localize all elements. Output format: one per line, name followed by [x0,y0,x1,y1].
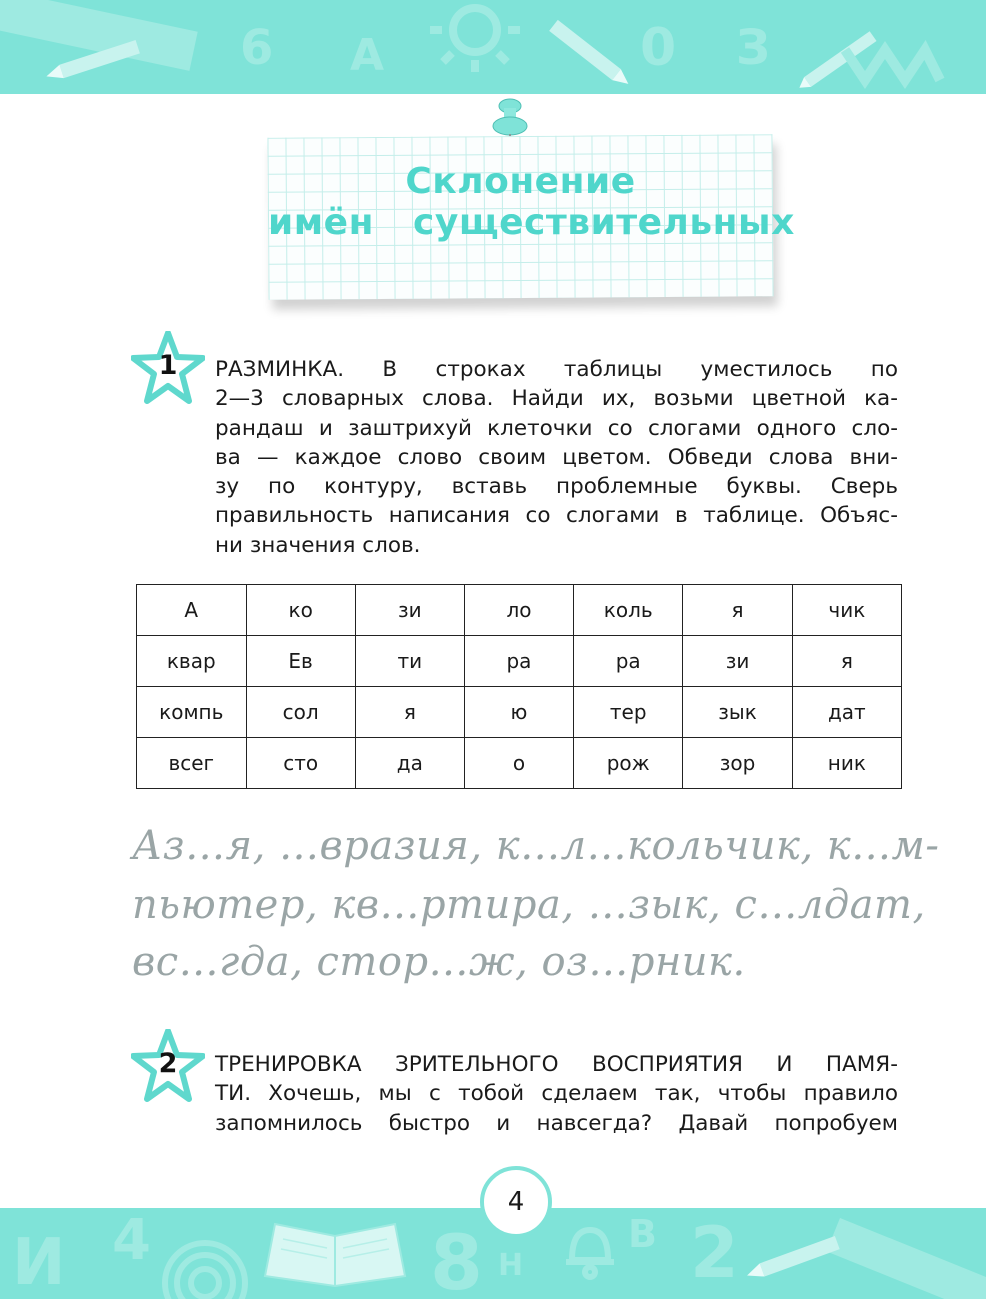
sun-icon [410,0,540,94]
cursive-tracing-line[interactable]: вс…гда, стор…ж, оз…рник. [132,939,746,985]
syllable-cell[interactable]: дат [792,687,901,738]
pencil-icon [740,1228,850,1288]
syllable-cell[interactable]: ра [574,636,683,687]
task-1-text [215,355,898,560]
pencil-icon [40,40,160,80]
syllable-cell[interactable]: ти [355,636,464,687]
decor-letter: Н [498,1248,524,1283]
syllable-cell[interactable]: А [137,585,247,636]
page-title-line2: имён существительных [268,202,795,243]
syllable-cell[interactable]: я [355,687,464,738]
syllable-cell[interactable]: зор [683,738,792,789]
syllable-cell[interactable]: я [792,636,901,687]
table-row [137,585,902,636]
cursive-tracing-line[interactable]: пьютер, кв…ртира, …зык, с…лдат, [132,882,926,928]
text-line: ва — каждое слово своим цветом. Обведи слова вни- [215,444,898,470]
syllable-cell[interactable]: ко [246,585,355,636]
page-number: 4 [507,1187,525,1217]
decor-letter: 6 [240,20,274,76]
syllable-cell[interactable]: зи [683,636,792,687]
page-title-line1: Склонение [405,161,636,202]
decor-letter: А [350,30,385,81]
text-line: РАЗМИНКА. В строках таблицы уместилось по [215,357,898,382]
syllable-cell[interactable]: сто [246,738,355,789]
decor-letter: 8 [430,1218,483,1299]
text-line: 2—3 словарных слова. Найди их, возьми цветной ка- [215,386,898,412]
text-line: ТРЕНИРОВКА ЗРИТЕЛЬНОГО ВОСПРИЯТИЯ И ПАМЯ- [215,1052,898,1077]
header-decor-band [0,0,986,94]
text-line: ни значения слов. [215,532,421,558]
text-line: правильность написания со слогами в таблице. Объяс- [215,503,898,529]
open-book-icon [255,1214,415,1294]
decor-letter: 4 [112,1208,151,1273]
decor-letter: 0 [640,18,677,78]
syllable-table [136,584,902,789]
text-line: ТИ. Хочешь, мы с тобой сделаем так, чтобы правило [215,1081,898,1107]
decor-letter: В [628,1212,657,1256]
target-rings-icon [160,1228,250,1299]
syllable-cell[interactable]: да [355,738,464,789]
decor-letter: 2 [690,1212,739,1294]
syllable-cell[interactable]: ю [464,687,573,738]
syllable-cell[interactable]: я [683,585,792,636]
table-row [137,636,902,687]
syllable-cell[interactable]: сол [246,687,355,738]
syllable-cell[interactable]: квар [137,636,247,687]
wave-icon [840,40,950,90]
syllable-cell[interactable]: Ев [246,636,355,687]
syllable-cell[interactable]: ло [464,585,573,636]
text-line: запомнилось быстро и навсегда? Давай попробуем [215,1110,898,1136]
task-number: 2 [158,1048,178,1079]
syllable-cell[interactable]: ник [792,738,901,789]
text-line: рандаш и заштрихуй клеточки со слогами одного сло- [215,415,898,441]
decor-letter: И [12,1226,66,1299]
page-number-badge [480,1166,552,1238]
syllable-cell[interactable]: всег [137,738,247,789]
syllable-cell[interactable]: зи [355,585,464,636]
bell-icon [560,1216,620,1286]
syllable-cell[interactable]: чик [792,585,901,636]
decor-letter: З [736,20,771,76]
syllable-cell[interactable]: ра [464,636,573,687]
syllable-cell[interactable]: зык [683,687,792,738]
task-2-text [215,1050,898,1138]
syllable-cell[interactable]: тер [574,687,683,738]
syllable-cell[interactable]: о [464,738,573,789]
syllable-cell[interactable]: коль [574,585,683,636]
task-number: 1 [158,350,178,381]
table-row [137,738,902,789]
cursive-tracing-line[interactable]: Аз…я, …вразия, к…л…кольчик, к…м- [132,823,940,869]
syllable-cell[interactable]: компь [137,687,247,738]
text-line: зу по контуру, вставь проблемные буквы. Сверь [215,474,898,500]
syllable-cell[interactable]: рож [574,738,683,789]
table-row [137,687,902,738]
pencil-icon [530,10,640,90]
